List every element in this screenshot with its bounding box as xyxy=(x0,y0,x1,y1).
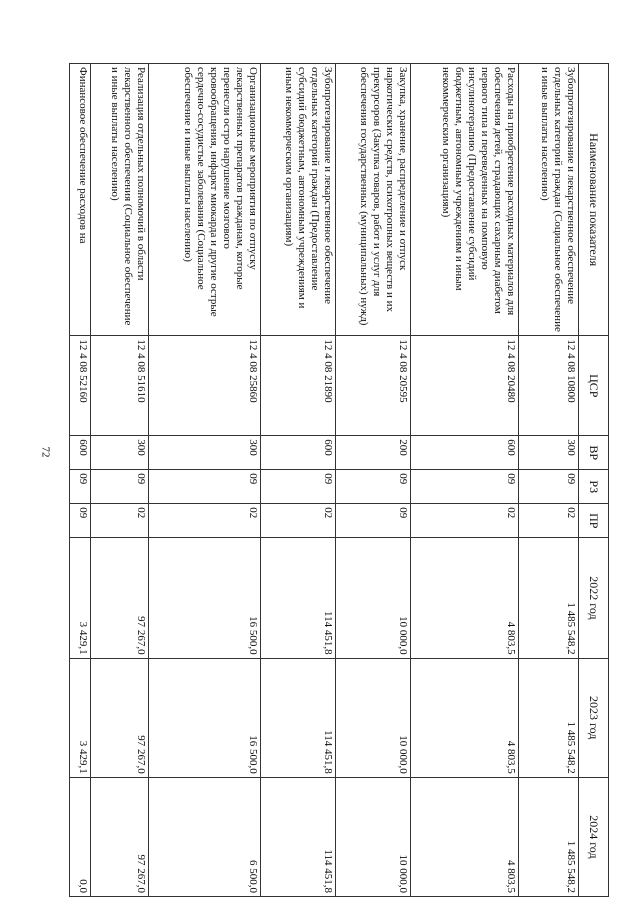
cell-rz: 09 xyxy=(261,470,336,504)
cell-2024: 0,0 xyxy=(70,777,91,896)
cell-csr: 12 4 08 20480 xyxy=(410,336,518,436)
cell-vr: 600 xyxy=(410,436,518,470)
cell-csr: 12 4 08 25860 xyxy=(148,336,260,436)
cell-2022: 10 000,0 xyxy=(335,538,410,658)
cell-rz: 09 xyxy=(148,470,260,504)
header-2024: 2024 год xyxy=(579,777,609,896)
cell-2022: 1 485 548,2 xyxy=(518,538,578,658)
budget-table xyxy=(69,63,609,897)
header-pr: ПР xyxy=(579,504,609,538)
page-number: 72 xyxy=(39,446,52,458)
cell-2023: 114 451,8 xyxy=(261,658,336,777)
cell-2024: 114 451,8 xyxy=(261,777,336,896)
cell-rz: 09 xyxy=(410,470,518,504)
cell-rz: 09 xyxy=(70,470,91,504)
cell-vr: 600 xyxy=(261,436,336,470)
cell-csr: 12 4 08 21890 xyxy=(261,336,336,436)
cell-2023: 4 803,5 xyxy=(410,658,518,777)
cell-rz: 09 xyxy=(90,470,148,504)
cell-name: Закупка, хранение, распределение и отпуск наркотических средств, психотропных веществ и их прекурсоров (Закупка товаров, работ и услуг для обеспечения государственных (муниципальных) нужд) xyxy=(335,64,410,336)
cell-2022: 97 267,0 xyxy=(90,538,148,658)
cell-vr: 300 xyxy=(148,436,260,470)
cell-pr: 02 xyxy=(90,504,148,538)
cell-2024: 6 500,0 xyxy=(148,777,260,896)
header-rz: РЗ xyxy=(579,470,609,504)
cell-2023: 16 500,0 xyxy=(148,658,260,777)
cell-rz: 09 xyxy=(518,470,578,504)
table-row xyxy=(518,64,578,897)
cell-name: Финансовое обеспечение расходов на xyxy=(70,64,91,336)
cell-pr: 02 xyxy=(261,504,336,538)
cell-vr: 200 xyxy=(335,436,410,470)
header-csr: ЦСР xyxy=(579,336,609,436)
cell-vr: 300 xyxy=(518,436,578,470)
cell-csr: 12 4 08 51610 xyxy=(90,336,148,436)
table-viewport xyxy=(69,63,609,897)
table-row xyxy=(410,64,518,897)
cell-pr: 02 xyxy=(518,504,578,538)
table-row xyxy=(261,64,336,897)
cell-name: Зубопротезирование и лекарственное обеспечение отдельных категорий граждан (Социальное обеспечение и иные выплаты населению) xyxy=(518,64,578,336)
cell-vr: 300 xyxy=(90,436,148,470)
table-row xyxy=(70,64,91,897)
cell-2023: 97 267,0 xyxy=(90,658,148,777)
cell-csr: 12 4 08 52160 xyxy=(70,336,91,436)
table-row xyxy=(90,64,148,897)
header-2022: 2022 год xyxy=(579,538,609,658)
cell-2022: 114 451,8 xyxy=(261,538,336,658)
header-2023: 2023 год xyxy=(579,658,609,777)
cell-2024: 10 000,0 xyxy=(335,777,410,896)
cell-pr: 09 xyxy=(70,504,91,538)
cell-pr: 02 xyxy=(148,504,260,538)
cell-2022: 3 429,1 xyxy=(70,538,91,658)
cell-name: Реализация отдельных полномочий в области лекарственного обеспечения (Социальное обеспечение и иные выплаты населению) xyxy=(90,64,148,336)
cell-2024: 97 267,0 xyxy=(90,777,148,896)
cell-2024: 1 485 548,2 xyxy=(518,777,578,896)
header-vr: ВР xyxy=(579,436,609,470)
cell-csr: 12 4 08 10800 xyxy=(518,336,578,436)
header-name: Наименование показателя xyxy=(579,64,609,336)
table-row xyxy=(148,64,260,897)
cell-2022: 4 803,5 xyxy=(410,538,518,658)
table-row xyxy=(335,64,410,897)
cell-rz: 09 xyxy=(335,470,410,504)
cell-2023: 10 000,0 xyxy=(335,658,410,777)
cell-2023: 1 485 548,2 xyxy=(518,658,578,777)
cell-2022: 16 500,0 xyxy=(148,538,260,658)
header-row xyxy=(579,64,609,897)
cell-name: Расходы на приобретение расходных материалов для обеспечения детей, страдающих сахарным диабетом первого типа и переведенных на помповую инсулинотерапию (Предоставление субсидий бюджетным, автономным учреждениям и иным некоммерческим организациям) xyxy=(410,64,518,336)
cell-csr: 12 4 08 20595 xyxy=(335,336,410,436)
cell-pr: 02 xyxy=(410,504,518,538)
cell-vr: 600 xyxy=(70,436,91,470)
cell-2023: 3 429,1 xyxy=(70,658,91,777)
cell-name: Организационные мероприятия по отпуску лекарственных препаратов гражданам, которые перенесли остро нарушение мозгового кровообращения, инфаркт миокарда и другие острые сердечно-сосудистые заболевания (Социальное обеспечение и иные выплаты населению) xyxy=(148,64,260,336)
cell-2024: 4 803,5 xyxy=(410,777,518,896)
cell-name: Зубопротезирование и лекарственное обеспечение отдельных категорий граждан (Предоставление субсидий бюджетным, автономным учреждениям и иным некоммерческим организациям) xyxy=(261,64,336,336)
cell-pr: 09 xyxy=(335,504,410,538)
